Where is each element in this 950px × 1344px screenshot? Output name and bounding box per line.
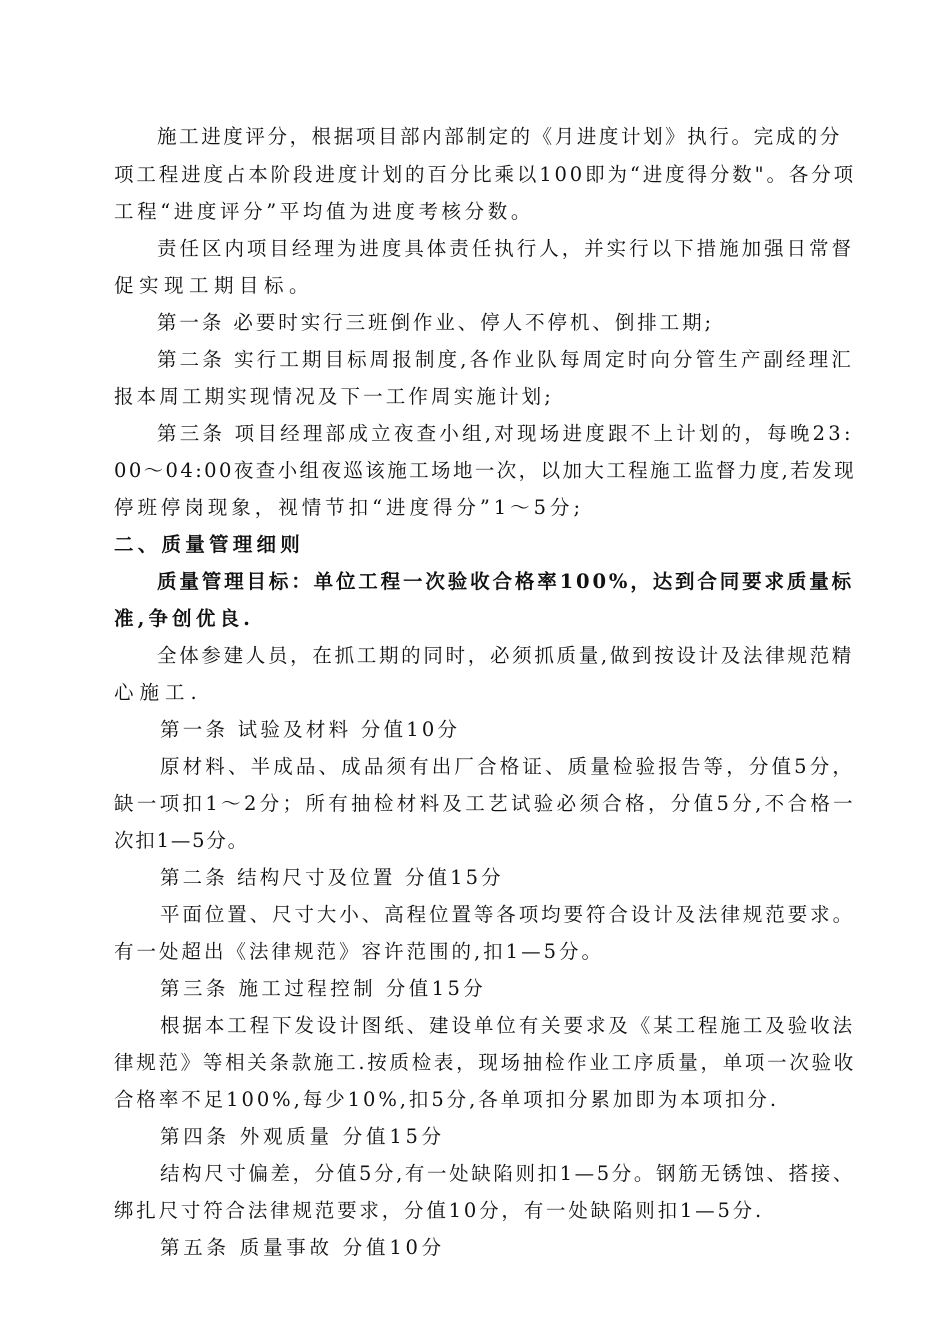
clause-line: 第二条 结构尺寸及位置 分值15分 bbox=[160, 866, 504, 889]
clause-line: 第三条 项目经理部成立夜查小组,对现场进度跟不上计划的，每晚23: bbox=[157, 422, 854, 445]
paragraph-line: 施工进度评分，根据项目部内部制定的《月进度计划》执行。完成的分 bbox=[157, 125, 842, 148]
clause-line: 第一条 必要时实行三班倒作业、停人不停机、倒排工期; bbox=[157, 311, 715, 334]
paragraph-line: 缺一项扣1～2分；所有抽检材料及工艺试验必须合格，分值5分,不合格一 bbox=[114, 792, 856, 815]
paragraph-line: 律规范》等相关条款施工.按质检表，现场抽检作业工序质量，单项一次验收 bbox=[114, 1051, 856, 1074]
paragraph-line: 全体参建人员，在抓工期的同时，必须抓质量,做到按设计及法律规范精 bbox=[157, 644, 854, 667]
paragraph-line: 有一处超出《法律规范》容许范围的,扣1—5分。 bbox=[114, 940, 604, 963]
clause-line: 第一条 试验及材料 分值10分 bbox=[160, 718, 461, 741]
paragraph-line: 平面位置、尺寸大小、高程位置等各项均要符合设计及法律规范要求。 bbox=[160, 903, 855, 926]
paragraph-line: 责任区内项目经理为进度具体责任执行人，并实行以下措施加强日常督 bbox=[157, 237, 854, 260]
paragraph-line: 停班停岗现象，视情节扣“进度得分”1～5分; bbox=[114, 496, 584, 519]
clause-line: 第四条 外观质量 分值15分 bbox=[160, 1125, 445, 1148]
clause-line: 第五条 质量事故 分值10分 bbox=[160, 1236, 445, 1259]
paragraph-line: 绑扎尺寸符合法律规范要求，分值10分，有一处缺陷则扣1—5分. bbox=[114, 1199, 764, 1222]
paragraph-line: 报本周工期实现情况及下一工作周实施计划; bbox=[114, 385, 554, 408]
paragraph-line: 次扣1—5分。 bbox=[114, 829, 249, 852]
paragraph-line: 根据本工程下发设计图纸、建设单位有关要求及《某工程施工及验收法 bbox=[160, 1014, 855, 1037]
paragraph-line: 心施工. bbox=[114, 681, 203, 704]
paragraph-line: 工程“进度评分”平均值为进度考核分数。 bbox=[114, 200, 534, 223]
quality-goal-line: 质量管理目标：单位工程一次验收合格率100%，达到合同要求质量标 bbox=[157, 570, 854, 593]
clause-line: 第二条 实行工期目标周报制度,各作业队每周定时向分管生产副经理汇 bbox=[157, 348, 854, 371]
quality-goal-line: 准,争创优良. bbox=[114, 607, 254, 630]
paragraph-line: 项工程进度占本阶段进度计划的百分比乘以100即为“进度得分数"。各分项 bbox=[114, 163, 856, 186]
section-heading: 二、质量管理细则 bbox=[114, 533, 304, 556]
paragraph-line: 促实现工期目标。 bbox=[114, 274, 314, 297]
clause-line: 第三条 施工过程控制 分值15分 bbox=[160, 977, 487, 1000]
paragraph-line: 00～04:00夜查小组夜巡该施工场地一次，以加大工程施工监督力度,若发现 bbox=[114, 459, 856, 482]
paragraph-line: 合格率不足100%,每少10%,扣5分,各单项扣分累加即为本项扣分. bbox=[114, 1088, 779, 1111]
paragraph-line: 结构尺寸偏差，分值5分,有一处缺陷则扣1—5分。钢筋无锈蚀、搭接、 bbox=[160, 1162, 855, 1185]
paragraph-line: 原材料、半成品、成品须有出厂合格证、质量检验报告等，分值5分， bbox=[160, 755, 855, 778]
